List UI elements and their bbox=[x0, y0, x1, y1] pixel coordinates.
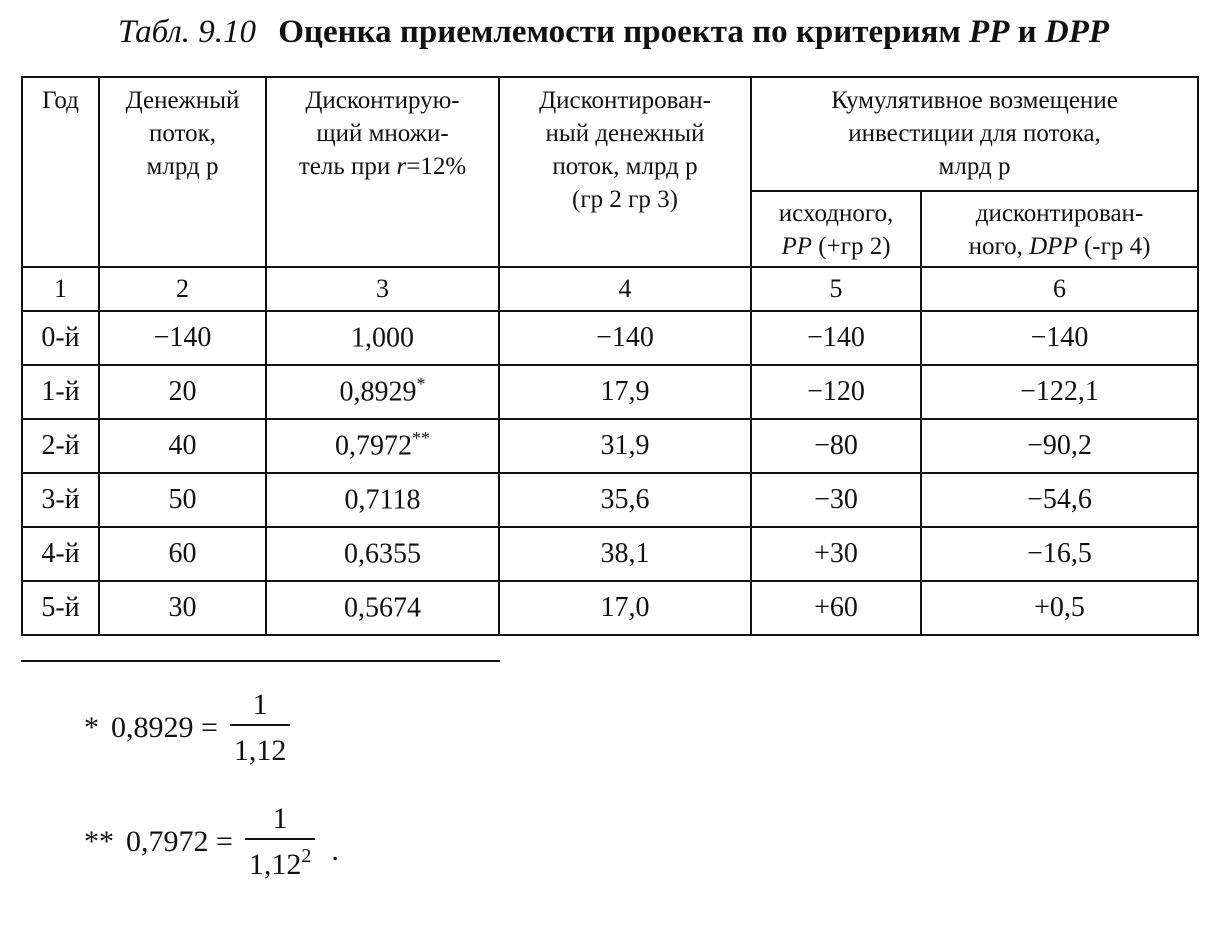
column-number-row bbox=[22, 267, 1198, 311]
cell-cum-pp: +60 bbox=[751, 581, 921, 635]
table-row bbox=[22, 527, 1198, 581]
cell-year: 3-й bbox=[22, 473, 99, 527]
cell-cum-pp: −30 bbox=[751, 473, 921, 527]
footnote-mark: ** bbox=[84, 825, 114, 858]
cell-factor: 0,6355 bbox=[266, 527, 499, 581]
header-original-pp: исходного, PP (+гр 2) bbox=[751, 191, 921, 267]
fraction-numerator: 1 bbox=[252, 688, 268, 721]
column-number: 5 bbox=[751, 267, 921, 311]
cell-year: 0-й bbox=[22, 311, 99, 365]
cell-discounted: 31,9 bbox=[499, 419, 751, 473]
footnote-2 bbox=[84, 804, 339, 880]
footnote-lhs: 0,7972 = bbox=[126, 825, 233, 858]
cell-flow: 30 bbox=[99, 581, 266, 635]
cell-discounted: −140 bbox=[499, 311, 751, 365]
trailing-period: . bbox=[331, 834, 339, 867]
table-row bbox=[22, 581, 1198, 635]
cell-cum-pp: +30 bbox=[751, 527, 921, 581]
cell-cum-dpp: −122,1 bbox=[921, 365, 1198, 419]
cell-cum-pp: −80 bbox=[751, 419, 921, 473]
cell-flow: 40 bbox=[99, 419, 266, 473]
cell-factor: 0,8929* bbox=[266, 365, 499, 419]
fraction-denominator: 1,12$^2$ bbox=[245, 838, 316, 880]
cell-cum-dpp: +0,5 bbox=[921, 581, 1198, 635]
column-number: 4 bbox=[499, 267, 751, 311]
cell-discounted: 38,1 bbox=[499, 527, 751, 581]
cell-cum-dpp: −90,2 bbox=[921, 419, 1198, 473]
table-number: Табл. 9.10 bbox=[117, 14, 257, 50]
cell-discounted: 35,6 bbox=[499, 473, 751, 527]
column-number: 6 bbox=[921, 267, 1198, 311]
cell-discounted: 17,0 bbox=[499, 581, 751, 635]
cell-year: 1-й bbox=[22, 365, 99, 419]
footnote-divider bbox=[21, 660, 500, 662]
column-number: 2 bbox=[99, 267, 266, 311]
header-row bbox=[22, 77, 1198, 191]
cell-discounted: 17,9 bbox=[499, 365, 751, 419]
cell-flow: 20 bbox=[99, 365, 266, 419]
header-cash-flow: Денежный поток, млрд р bbox=[99, 77, 266, 267]
cell-factor: 0,7118 bbox=[266, 473, 499, 527]
cell-year: 5-й bbox=[22, 581, 99, 635]
project-evaluation-table bbox=[21, 76, 1199, 636]
table-caption bbox=[0, 14, 1227, 51]
fraction-numerator: 1 bbox=[272, 802, 288, 835]
table-row bbox=[22, 473, 1198, 527]
column-number: 3 bbox=[266, 267, 499, 311]
header-cumulative: Кумулятивное возмещение инвестиции для потока, млрд р bbox=[751, 77, 1198, 191]
column-number: 1 bbox=[22, 267, 99, 311]
cell-cum-pp: −140 bbox=[751, 311, 921, 365]
fraction-denominator: 1,12 bbox=[230, 724, 291, 766]
footnote-1 bbox=[84, 690, 290, 766]
fraction bbox=[245, 804, 316, 880]
footnote-mark: * bbox=[84, 711, 99, 744]
cell-cum-dpp: −16,5 bbox=[921, 527, 1198, 581]
header-discount-factor: Дисконтирую- щий множи- тель при r=12% bbox=[266, 77, 499, 267]
cell-factor: 0,5674 bbox=[266, 581, 499, 635]
table-row bbox=[22, 419, 1198, 473]
table-row bbox=[22, 365, 1198, 419]
cell-year: 2-й bbox=[22, 419, 99, 473]
cell-factor: 0,7972** bbox=[266, 419, 499, 473]
footnote-lhs: 0,8929 = bbox=[111, 711, 218, 744]
cell-flow: 50 bbox=[99, 473, 266, 527]
header-year: Год bbox=[22, 77, 99, 267]
cell-flow: 60 bbox=[99, 527, 266, 581]
cell-factor: 1,000 bbox=[266, 311, 499, 365]
cell-year: 4-й bbox=[22, 527, 99, 581]
cell-flow: −140 bbox=[99, 311, 266, 365]
fraction bbox=[230, 690, 291, 766]
cell-cum-dpp: −54,6 bbox=[921, 473, 1198, 527]
header-discounted-dpp: дисконтирован- ного, DPP (-гр 4) bbox=[921, 191, 1198, 267]
cell-cum-dpp: −140 bbox=[921, 311, 1198, 365]
cell-cum-pp: −120 bbox=[751, 365, 921, 419]
table-row bbox=[22, 311, 1198, 365]
header-discounted-flow: Дисконтирован- ный денежный поток, млрд р (гр 2 гр 3) bbox=[499, 77, 751, 267]
table-title: Оценка приемлемости проекта по критериям PP и DPP bbox=[278, 14, 1110, 50]
